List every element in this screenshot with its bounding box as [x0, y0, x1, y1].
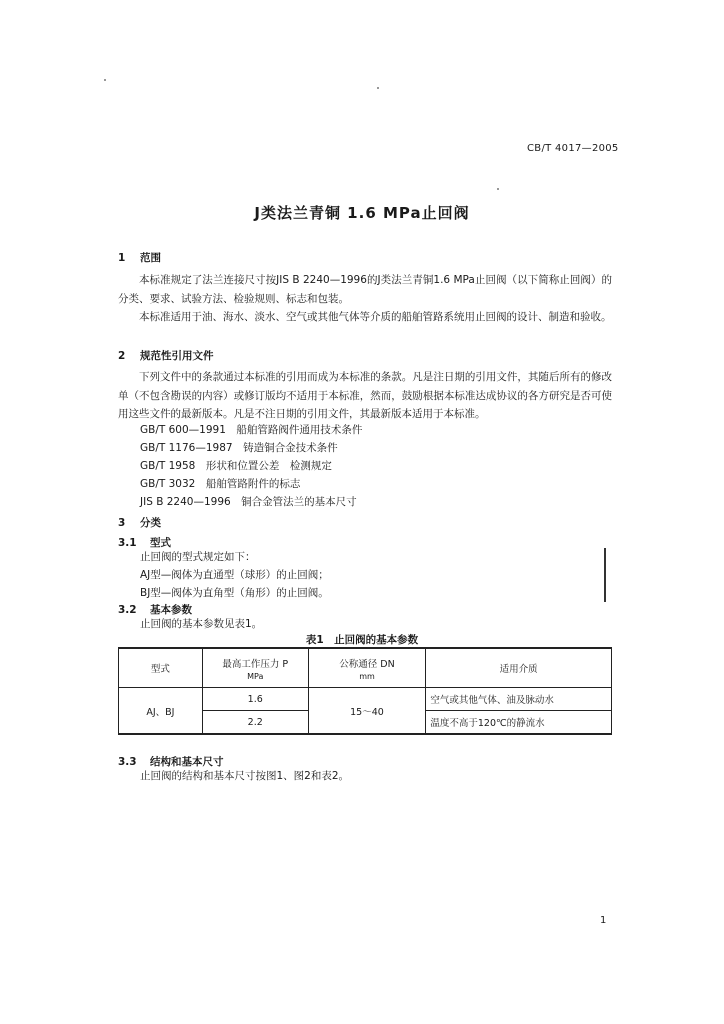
reference-item: JIS B 2240—1996 铜合金管法兰的基本尺寸: [140, 496, 357, 508]
section-title: 基本参数: [150, 604, 192, 616]
standard-number: CB/T 4017—2005: [527, 143, 619, 154]
reference-item: GB/T 600—1991 船舶管路阀件通用技术条件: [140, 424, 363, 436]
scan-speck: [497, 188, 499, 190]
cell-medium: 温度不高于120℃的静流水: [426, 711, 612, 735]
cell-pressure: 2.2: [202, 711, 308, 735]
section-number: 1: [118, 252, 126, 264]
page-number: 1: [600, 915, 607, 926]
header-dn-unit: mm: [359, 671, 375, 681]
section-title: 规范性引用文件: [140, 350, 214, 362]
section-heading-scope: [118, 250, 161, 265]
section-title: 范围: [140, 252, 161, 264]
type-line: AJ型—阀体为直通型（球形）的止回阀；: [140, 569, 329, 581]
type-line: 止回阀的型式规定如下：: [140, 551, 256, 563]
section-title: 结构和基本尺寸: [150, 756, 224, 768]
reference-item: GB/T 1958 形状和位置公差 检测规定: [140, 460, 332, 472]
section-number: 3.3: [118, 756, 137, 768]
section-title: 型式: [150, 537, 171, 549]
cell-medium: 空气或其他气体、油及脉动水: [426, 688, 612, 711]
type-line: BJ型—阀体为直角型（角形）的止回阀。: [140, 587, 329, 599]
basic-parameters-text: 止回阀的基本参数见表1。: [140, 618, 263, 630]
cell-nominal-diameter: 15～40: [308, 688, 426, 735]
cell-pressure: 1.6: [202, 688, 308, 711]
header-pressure-unit: MPa: [247, 671, 264, 681]
section-heading-normative-references: [118, 348, 214, 363]
table-caption: 表1 止回阀的基本参数: [305, 634, 419, 646]
structure-text: 止回阀的结构和基本尺寸按图1、图2和表2。: [140, 770, 350, 782]
reference-item: GB/T 1176—1987 铸造铜合金技术条件: [140, 442, 338, 454]
header-type: 型式: [119, 648, 203, 688]
section-number: 3.2: [118, 604, 137, 616]
document-title: J类法兰青铜 1.6 MPa止回阀: [254, 204, 470, 222]
section-title: 分类: [140, 517, 161, 529]
section-number: 3: [118, 517, 126, 529]
cell-type: AJ、BJ: [119, 688, 203, 735]
reference-item: GB/T 3032 船舶管路附件的标志: [140, 478, 301, 490]
header-nominal-diameter: [308, 648, 426, 688]
basic-parameters-table: [118, 647, 612, 735]
scan-speck: [377, 87, 379, 89]
section-number: 2: [118, 350, 126, 362]
scope-paragraph-2: 本标准适用于油、海水、淡水、空气或其他气体等介质的船舶管路系统用止回阀的设计、制造和验收。: [139, 311, 612, 323]
table-row: [119, 688, 612, 711]
header-pressure: [202, 648, 308, 688]
table-header-row: [119, 648, 612, 688]
scan-speck: [104, 79, 106, 81]
section-number: 3.1: [118, 537, 137, 549]
references-intro-paragraph: 下列文件中的条款通过本标准的引用而成为本标准的条款。凡是注日期的引用文件，其随后所有的修改单（不包含勘误的内容）或修订版均不适用于本标准，然而，鼓励根据本标准达成协议的各方研究是否可使用这些文件的最新版本。凡是不注日期的引用文件，其最新版本适用于本标准。: [118, 371, 612, 420]
header-dn-label: 公称通径 DN: [339, 658, 395, 670]
scope-paragraph-1: 本标准规定了法兰连接尺寸按JIS B 2240—1996的J类法兰青铜1.6 MPa止回阀（以下简称止回阀）的分类、要求、试验方法、检验规则、标志和包装。: [118, 274, 612, 305]
revision-bar: [604, 548, 606, 602]
header-medium: 适用介质: [426, 648, 612, 688]
header-pressure-label: 最高工作压力 P: [222, 658, 289, 670]
section-heading-classification: [118, 515, 161, 530]
